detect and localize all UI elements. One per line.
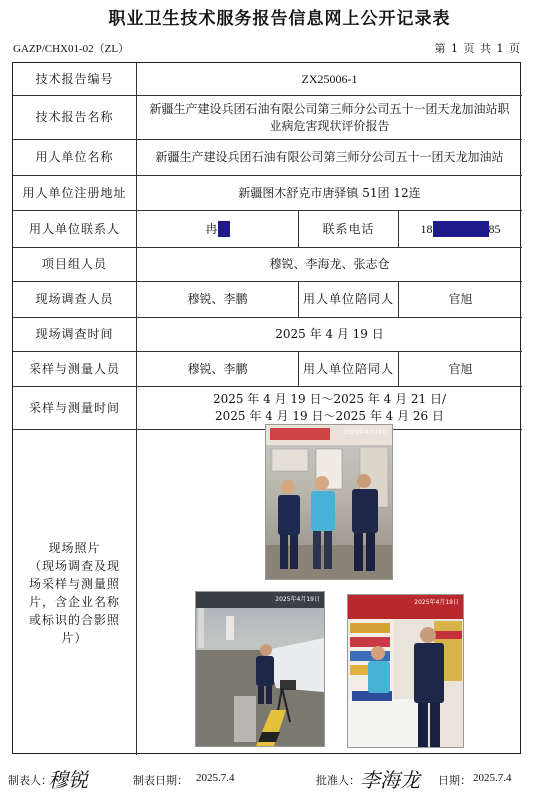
employer-label: 用人单位名称 [13, 140, 137, 176]
indoor-photo-drawing [348, 595, 463, 747]
phone-value [399, 211, 522, 248]
report-no-label: 技术报告编号 [13, 63, 137, 96]
contact-name: 冉 [205, 221, 218, 236]
approver-label: 批准人： [316, 774, 360, 787]
group-photo-drawing [266, 425, 392, 579]
report-name-label: 技术报告名称 [13, 96, 137, 140]
photos-label: 现场照片 （现场调查及现场采样与测量照片，含企业名称或标识的合影照片） [13, 430, 137, 755]
page-info: 第 1 页 共 1 页 [434, 42, 521, 55]
sampling-staff-value: 穆锐、李鹏 [137, 352, 299, 387]
survey-staff-label: 现场调查人员 [13, 282, 137, 318]
sampling-photo [195, 591, 325, 747]
report-name-value: 新疆生产建设兵团石油有限公司第三师分公司五十一团天龙加油站职业病危害现状评价报告 [137, 96, 522, 140]
approve-date: 2025.7.4 [473, 772, 512, 784]
team-value: 穆锐、李海龙、张志仓 [137, 248, 522, 282]
sampling-escort-label: 用人单位陪同人 [299, 352, 399, 387]
make-date: 2025.7.4 [196, 772, 235, 784]
sampling-time-label: 采样与测量时间 [13, 387, 137, 430]
photo-timestamp: 2025年4月19日 [275, 596, 320, 603]
form-code: GAZP/CHX01-02（ZL） [13, 43, 130, 55]
survey-time-label: 现场调查时间 [13, 318, 137, 352]
sampling-staff-label: 采样与测量人员 [13, 352, 137, 387]
sampling-escort-value: 官旭 [399, 352, 522, 387]
approver-signature: 李海龙 [360, 768, 420, 792]
phone-suffix: 85 [488, 221, 501, 236]
group-photo [265, 424, 393, 580]
team-label: 项目组人员 [13, 248, 137, 282]
redaction-block [433, 221, 489, 237]
report-no-value: ZX25006-1 [137, 63, 522, 96]
indoor-photo [347, 594, 464, 748]
sampling-time-line2: 2025 年 4 月 19 日～2025 年 4 月 26 日 [214, 409, 445, 423]
maker-label: 制表人： [8, 774, 52, 787]
make-date-label: 制表日期： [133, 774, 188, 787]
maker-signature: 穆锐 [48, 768, 88, 792]
employer-value: 新疆生产建设兵团石油有限公司第三师分公司五十一团天龙加油站 [137, 140, 522, 176]
sampling-photo-drawing [196, 592, 324, 746]
redaction-block [218, 221, 230, 237]
photo-timestamp: 2025年4月19日 [343, 429, 388, 436]
phone-label: 联系电话 [299, 211, 399, 248]
photo-timestamp: 2025年4月19日 [414, 599, 459, 606]
survey-escort-value: 官旭 [399, 282, 522, 318]
survey-escort-label: 用人单位陪同人 [299, 282, 399, 318]
sampling-time-line1: 2025 年 4 月 19 日～2025 年 4 月 21 日/ [212, 392, 447, 406]
survey-staff-value: 穆锐、李鹏 [137, 282, 299, 318]
page-title: 职业卫生技术服务报告信息网上公开记录表 [108, 9, 451, 29]
phone-prefix: 18 [420, 221, 433, 236]
contact-label: 用人单位联系人 [13, 211, 137, 248]
survey-time-value: 2025 年 4 月 19 日 [137, 318, 522, 352]
address-value: 新疆图木舒克市唐驿镇 51团 12连 [137, 176, 522, 211]
address-label: 用人单位注册地址 [13, 176, 137, 211]
contact-value [137, 211, 299, 248]
approve-date-label: 日期： [438, 774, 471, 787]
